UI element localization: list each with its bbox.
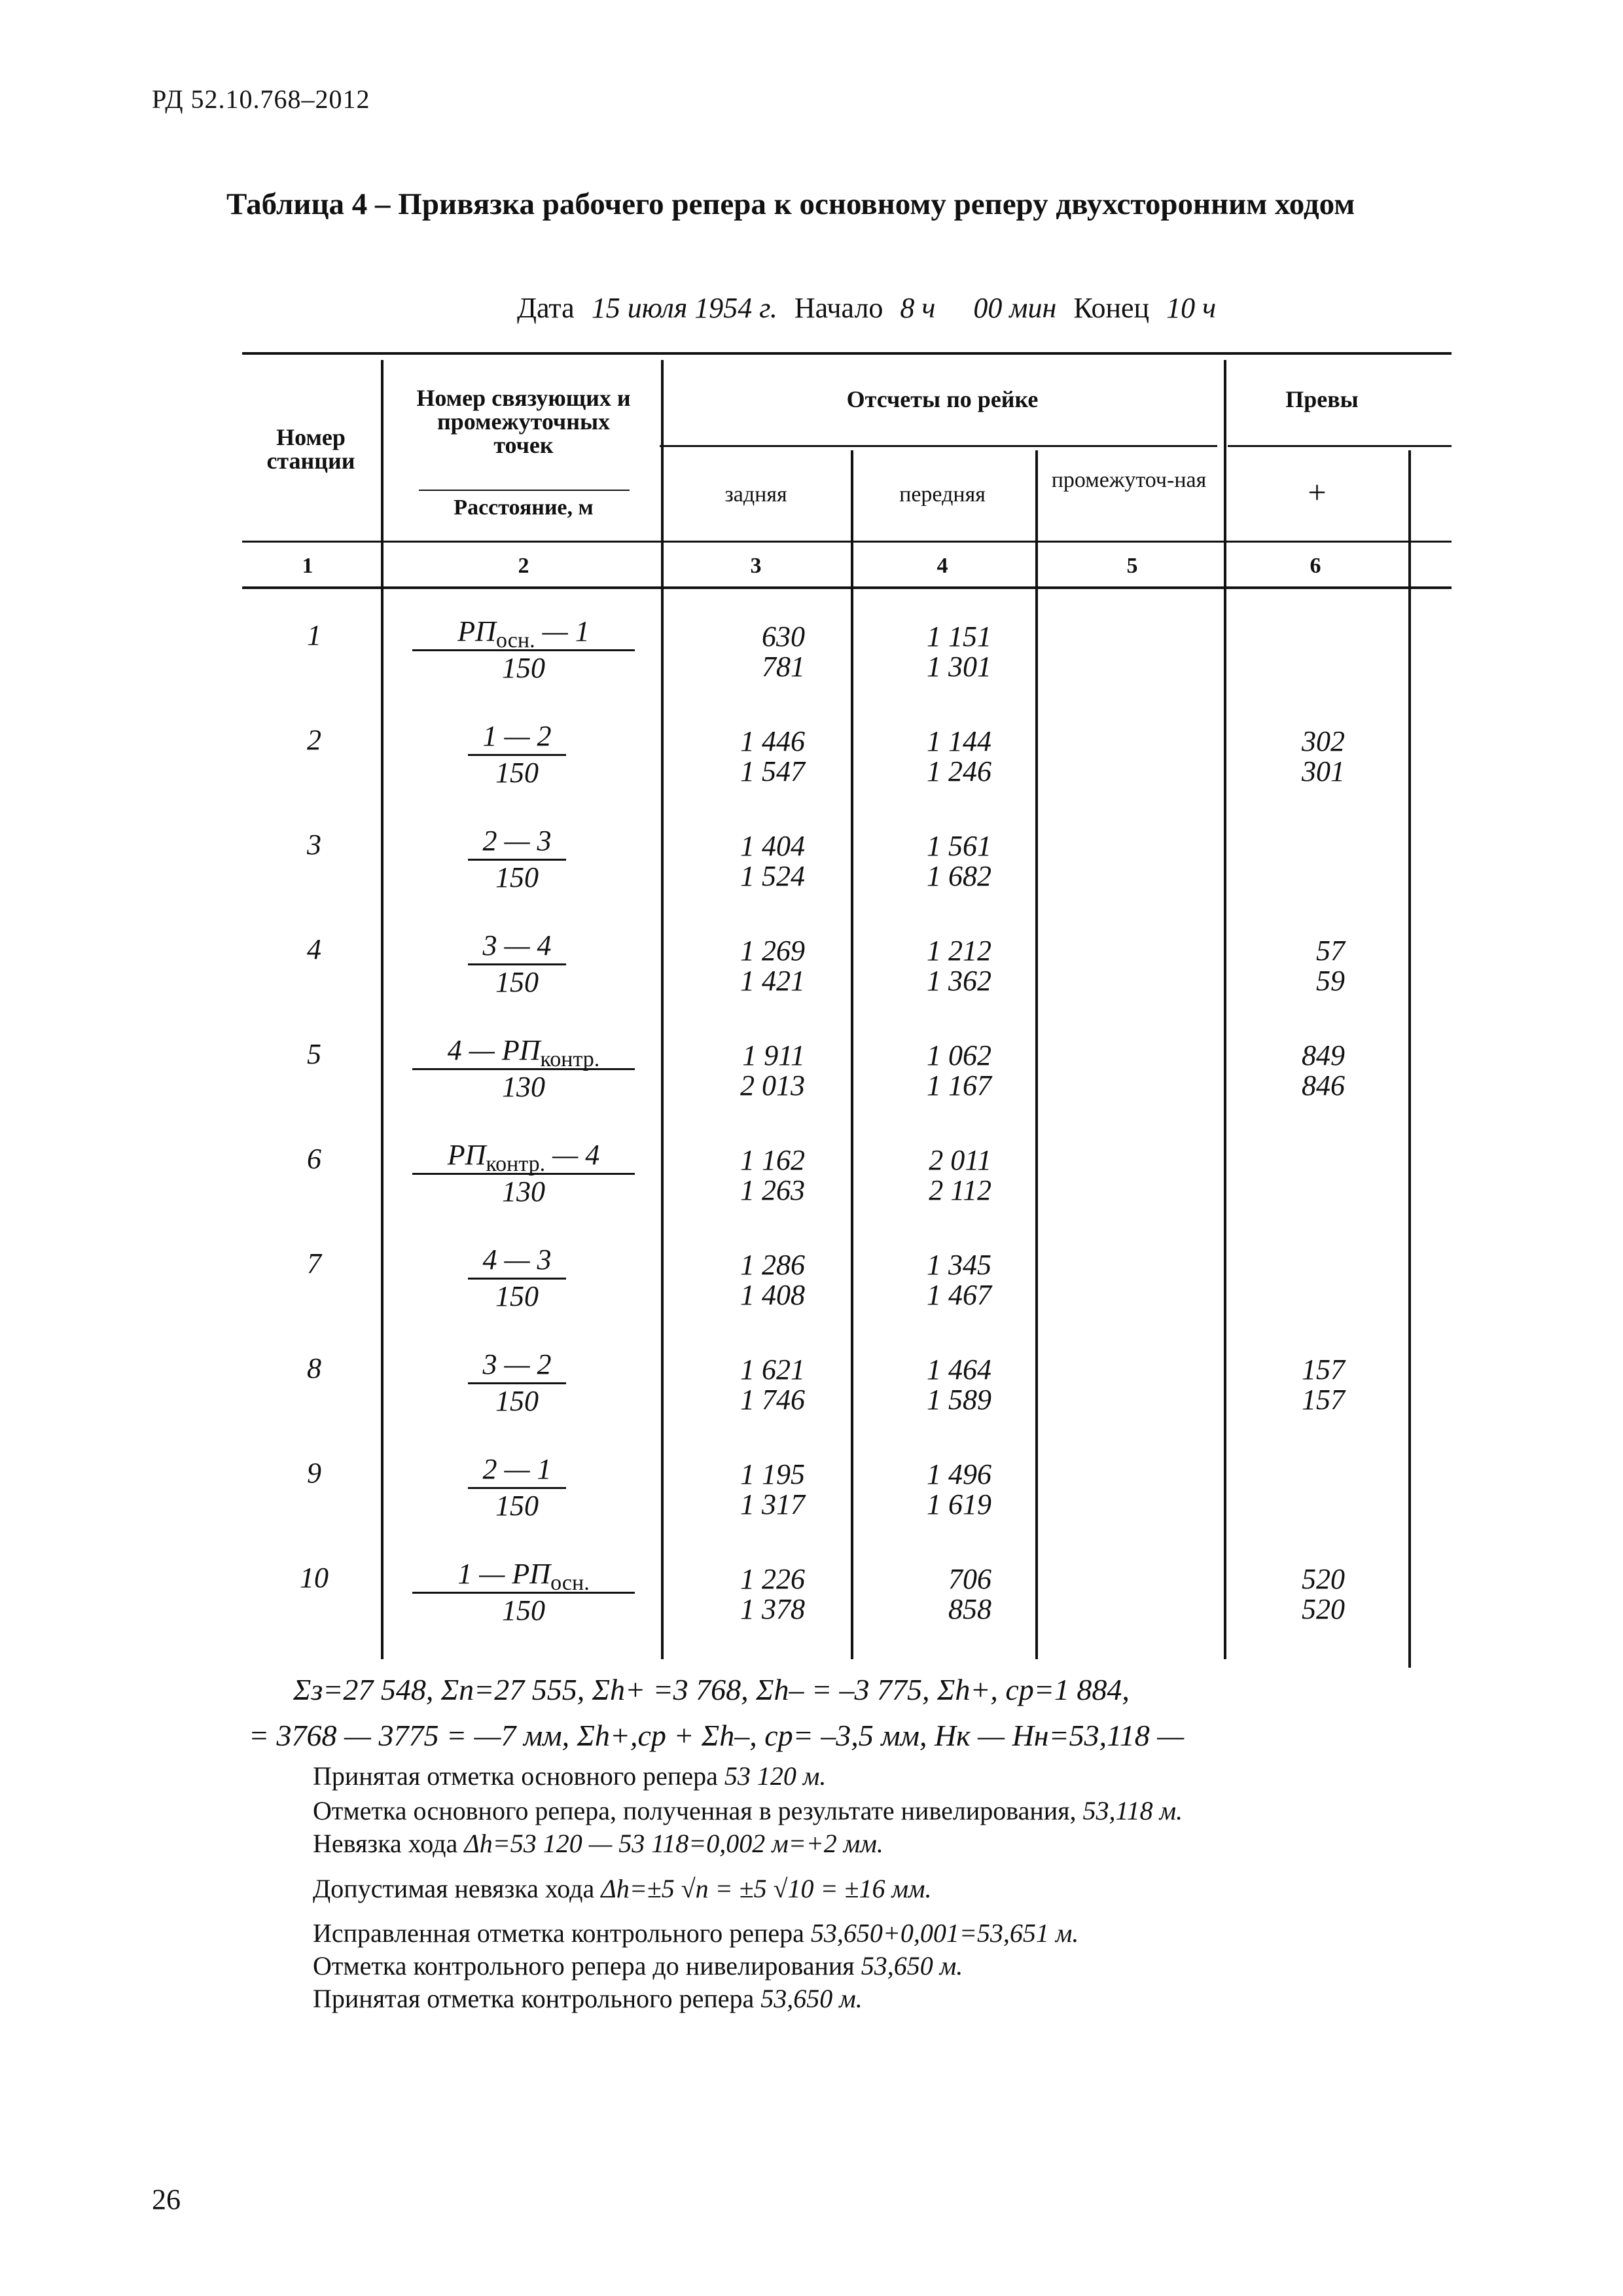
front-reading: 1 212 xyxy=(927,935,991,967)
point-main: 2 — 1 xyxy=(482,1453,552,1485)
header-readings: Отсчеты по рейке xyxy=(846,386,1039,412)
note-value: Δh=±5 √n = ±5 √10 = ±16 мм. xyxy=(601,1874,932,1903)
point-main: РП xyxy=(512,1558,551,1590)
fraction-bar xyxy=(468,754,566,756)
note-value: 53 120 м. xyxy=(724,1761,827,1791)
front-reading: 1 144 xyxy=(927,725,991,757)
note-value: 53,650 м. xyxy=(760,1984,863,2013)
note-value: 53,650 м. xyxy=(861,1951,963,1981)
point-main: 3 — 4 xyxy=(482,929,552,961)
front-reading: 706 xyxy=(948,1563,991,1595)
back-reading: 1 621 xyxy=(740,1354,805,1386)
point-main: 1 — 2 xyxy=(482,720,552,752)
back-reading: 1 286 xyxy=(740,1249,805,1281)
elevation-plus: 157 xyxy=(1302,1384,1345,1416)
back-reading: 2 013 xyxy=(740,1069,805,1102)
note-accepted-main-mark xyxy=(313,1761,826,1792)
point-main: 4 — 3 xyxy=(482,1244,552,1276)
point-sub: осн. xyxy=(550,1571,590,1595)
elevation-plus: 520 xyxy=(1302,1563,1345,1595)
front-reading: 2 011 xyxy=(929,1144,991,1176)
front-reading: 1 362 xyxy=(927,965,991,997)
point-pair xyxy=(452,1348,582,1417)
col-divider-4 xyxy=(1035,450,1038,1659)
note-label: Невязка хода xyxy=(313,1829,458,1858)
table-top-rule xyxy=(242,352,1452,355)
note-value: 53,118 м. xyxy=(1082,1796,1183,1825)
station-number: 1 xyxy=(307,619,321,651)
point-pair xyxy=(406,1034,641,1103)
back-reading: 1 408 xyxy=(740,1279,805,1311)
point-pair xyxy=(452,1453,582,1522)
fraction-bar xyxy=(468,1487,566,1489)
fraction-bar xyxy=(468,1382,566,1384)
distance: 130 xyxy=(502,1071,545,1103)
elevation-plus: 849 xyxy=(1302,1039,1345,1071)
point-pair xyxy=(452,1244,582,1312)
point-pair xyxy=(406,615,641,684)
back-reading: 1 162 xyxy=(740,1144,805,1176)
back-reading: 1 524 xyxy=(740,860,805,892)
fraction-bar xyxy=(412,1068,635,1070)
col-number-5: 5 xyxy=(1126,554,1138,578)
point-pair xyxy=(406,1558,641,1626)
note-accepted-control-mark xyxy=(313,1983,863,2015)
fraction-bar xyxy=(468,1278,566,1280)
date-value: 15 июля 1954 г. xyxy=(591,292,777,324)
point-main: РП xyxy=(447,1139,486,1171)
front-reading: 858 xyxy=(948,1593,991,1625)
table-title: Таблица 4 – Привязка рабочего репера к основному реперу двухсторонним ходом xyxy=(226,187,1355,221)
header-front: передняя xyxy=(899,482,986,507)
distance: 150 xyxy=(495,1280,539,1312)
end-hours: 10 ч xyxy=(1166,292,1217,324)
station-number: 9 xyxy=(307,1457,321,1489)
col-number-6: 6 xyxy=(1310,554,1321,578)
note-value: 53,650+0,001=53,651 м. xyxy=(810,1918,1079,1948)
distance: 150 xyxy=(495,757,539,789)
point-main: 2 — 3 xyxy=(482,825,552,857)
back-reading: 1 378 xyxy=(740,1593,805,1625)
col-divider-2 xyxy=(661,360,664,1659)
front-reading: 1 301 xyxy=(927,651,991,683)
back-reading: 1 911 xyxy=(742,1039,805,1071)
col-divider-6 xyxy=(1408,450,1411,1668)
point-lead: 1 — xyxy=(457,1558,512,1590)
start-label: Начало xyxy=(794,292,883,324)
start-hours: 8 ч xyxy=(900,292,936,324)
header-back: задняя xyxy=(724,482,787,507)
back-reading: 1 547 xyxy=(740,755,805,787)
front-reading: 1 467 xyxy=(927,1279,991,1311)
start-minutes: 00 мин xyxy=(973,292,1057,324)
header-plus: + xyxy=(1308,474,1327,511)
elevation-plus: 846 xyxy=(1302,1069,1345,1102)
back-reading: 630 xyxy=(762,620,805,653)
back-reading: 1 446 xyxy=(740,725,805,757)
col-divider-5 xyxy=(1224,360,1226,1659)
back-reading: 781 xyxy=(762,651,805,683)
front-reading: 1 682 xyxy=(927,860,991,892)
note-main-mark-measured xyxy=(313,1795,1183,1827)
front-reading: 1 062 xyxy=(927,1039,991,1071)
note-label: Исправленная отметка контрольного репера xyxy=(313,1918,804,1948)
fraction-bar xyxy=(468,859,566,861)
point-sub: осн. xyxy=(495,628,535,653)
header-points: Номер связующих и промежуточных точек xyxy=(416,385,631,458)
back-reading: 1 404 xyxy=(740,830,805,862)
point-lead: 4 — xyxy=(447,1034,502,1066)
note-value: Δh=53 120 — 53 118=0,002 м=+2 мм. xyxy=(464,1829,883,1858)
elevation-plus: 157 xyxy=(1302,1354,1345,1386)
station-number: 8 xyxy=(307,1352,321,1384)
back-reading: 1 226 xyxy=(740,1563,805,1595)
document-id: РД 52.10.768–2012 xyxy=(152,84,370,114)
numbers-bottom-rule xyxy=(242,586,1452,589)
station-number: 5 xyxy=(307,1038,321,1070)
elevation-plus: 59 xyxy=(1316,965,1345,997)
note-misclosure xyxy=(313,1828,883,1859)
back-reading: 1 263 xyxy=(740,1174,805,1206)
note-corrected-control-mark xyxy=(313,1918,1079,1949)
sums-line-2: = 3768 — 3775 = —7 мм, Σh+,ср + Σh–, ср= –3,5 мм, Hк — Hн=53,118 — xyxy=(249,1719,1185,1752)
distance: 150 xyxy=(502,1594,545,1626)
fraction-bar xyxy=(412,1592,635,1594)
col-number-2: 2 xyxy=(518,554,529,578)
front-reading: 1 167 xyxy=(927,1069,991,1102)
distance: 150 xyxy=(502,652,545,684)
front-reading: 1 151 xyxy=(927,620,991,653)
front-reading: 1 345 xyxy=(927,1249,991,1281)
elevation-plus: 520 xyxy=(1302,1593,1345,1625)
station-number: 3 xyxy=(307,829,321,861)
distance: 150 xyxy=(495,861,539,893)
station-number: 4 xyxy=(307,933,321,965)
point-pair xyxy=(452,929,582,998)
note-label: Отметка основного репера, полученная в результате нивелирования, xyxy=(313,1796,1077,1825)
point-main: РП xyxy=(501,1034,541,1066)
header-intermediate: промежуточ-ная xyxy=(1051,468,1207,492)
front-reading: 1 561 xyxy=(927,830,991,862)
front-reading: 1 246 xyxy=(927,755,991,787)
elev-subheader-rule xyxy=(1228,445,1452,447)
date-label: Дата xyxy=(517,292,575,324)
points-header-divider xyxy=(419,490,630,491)
point-main: РП xyxy=(457,615,496,647)
header-station: Номер станции xyxy=(266,424,355,474)
distance: 150 xyxy=(495,1385,539,1417)
back-reading: 1 195 xyxy=(740,1458,805,1490)
elevation-plus: 301 xyxy=(1302,755,1345,787)
distance: 150 xyxy=(495,966,539,998)
point-pair xyxy=(452,825,582,893)
front-reading: 1 619 xyxy=(927,1488,991,1520)
station-number: 10 xyxy=(300,1562,329,1594)
col-divider-1 xyxy=(381,360,383,1659)
note-allowed-misclosure xyxy=(313,1873,932,1905)
station-number: 7 xyxy=(307,1247,321,1280)
col-number-3: 3 xyxy=(750,554,762,578)
note-control-mark-before xyxy=(313,1950,963,1982)
back-reading: 1 317 xyxy=(740,1488,805,1520)
point-tail: — 4 xyxy=(545,1139,600,1171)
front-reading: 1 464 xyxy=(927,1354,991,1386)
elevation-plus: 302 xyxy=(1302,725,1345,757)
note-label: Принятая отметка контрольного репера xyxy=(313,1984,755,2013)
note-label: Отметка контрольного репера до нивелирования xyxy=(313,1951,855,1981)
back-reading: 1 746 xyxy=(740,1384,805,1416)
point-main: 3 — 2 xyxy=(482,1348,552,1380)
front-reading: 1 496 xyxy=(927,1458,991,1490)
station-number: 2 xyxy=(307,724,321,756)
page-number: 26 xyxy=(152,2183,181,2215)
point-pair xyxy=(452,720,582,789)
col-number-1: 1 xyxy=(302,554,313,578)
sums-line-1: Σз=27 548, Σп=27 555, Σh+ =3 768, Σh– = –3 775, Σh+, ср=1 884, xyxy=(293,1673,1130,1706)
front-reading: 1 589 xyxy=(927,1384,991,1416)
station-number: 6 xyxy=(307,1143,321,1175)
back-reading: 1 269 xyxy=(740,935,805,967)
point-pair xyxy=(406,1139,641,1208)
point-tail: — 1 xyxy=(535,615,590,647)
col-number-4: 4 xyxy=(936,554,948,578)
elevation-plus: 57 xyxy=(1316,935,1345,967)
back-reading: 1 421 xyxy=(740,965,805,997)
col-divider-3 xyxy=(851,450,853,1659)
distance: 150 xyxy=(495,1490,539,1522)
point-sub: контр. xyxy=(486,1152,546,1176)
distance: 130 xyxy=(502,1175,545,1208)
end-label: Конец xyxy=(1073,292,1150,324)
readings-subheader-rule xyxy=(660,445,1217,447)
point-sub: контр. xyxy=(540,1047,600,1071)
fraction-bar xyxy=(468,963,566,965)
header-elevation: Превы xyxy=(1285,386,1359,412)
note-label: Допустимая невязка хода xyxy=(313,1874,595,1903)
header-distance: Расстояние, м xyxy=(454,495,594,520)
note-label: Принятая отметка основного репера xyxy=(313,1761,718,1791)
date-line xyxy=(517,291,1216,325)
header-bottom-rule xyxy=(242,541,1452,543)
front-reading: 2 112 xyxy=(929,1174,991,1206)
